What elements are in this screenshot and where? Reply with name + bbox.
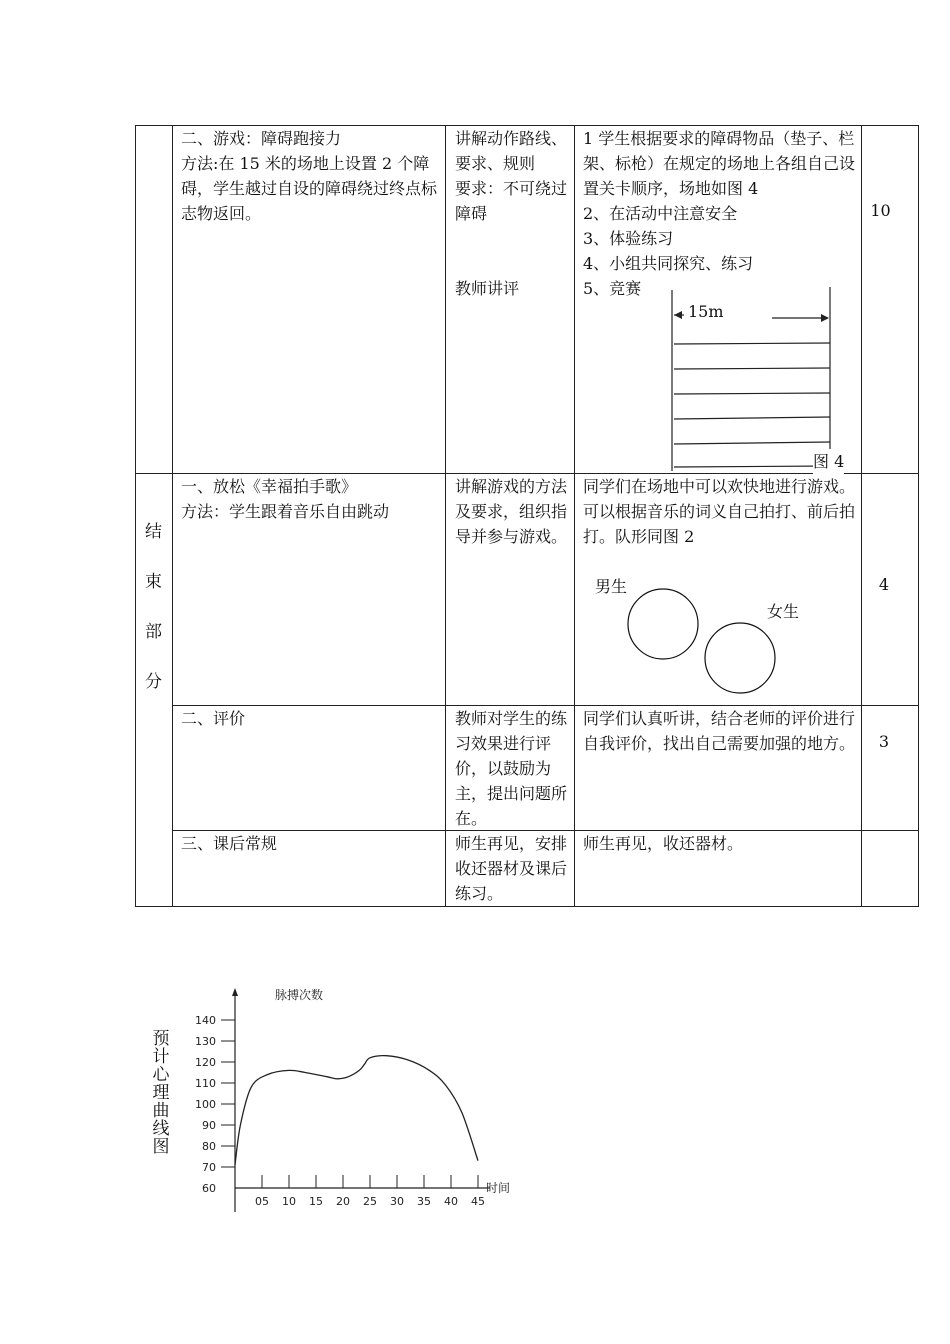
lane-line	[674, 368, 830, 369]
column-divider	[861, 125, 862, 907]
pulse-chart	[190, 980, 540, 1225]
x-tick-label: 10	[282, 1195, 296, 1208]
y-tick-label: 120	[195, 1056, 216, 1069]
girls-circle	[705, 623, 775, 693]
boys-label: 男生	[595, 577, 628, 596]
row3-content: 二、评价	[181, 709, 246, 728]
row4-content: 三、课后常规	[181, 834, 278, 853]
formation-diagram	[620, 585, 785, 700]
row1-content: 二、游戏：障碍跑接力 方法:在 15 米的场地上设置 2 个障碍，学生越过自设的障碍绕过终点标志物返回。	[181, 129, 438, 223]
table-border-left	[135, 125, 136, 907]
x-tick-label: 20	[336, 1195, 350, 1208]
chart-title-text: 预计心理曲线图	[152, 1029, 170, 1157]
y-axis-arrow	[232, 988, 238, 996]
chart-title	[150, 1030, 172, 1156]
lane-line	[674, 466, 830, 467]
section-label-char: 束	[145, 572, 162, 592]
y-tick-label: 60	[202, 1182, 216, 1195]
row3-teacher: 教师对学生的练习效果进行评价，以鼓励为主，提出问题所在。	[455, 709, 568, 828]
row1-time: 10	[870, 201, 891, 220]
section-label-char: 分	[145, 672, 162, 692]
lane-line	[674, 343, 830, 344]
row3-student: 同学们认真听讲，结合老师的评价进行自我评价，找出自己需要加强的地方。	[583, 709, 856, 753]
x-tick-label: 05	[255, 1195, 269, 1208]
boys-circle	[628, 589, 698, 659]
row1-student: 1 学生根据要求的障碍物品（垫子、栏架、标枪）在规定的场地上各组自己设置关卡顺序，场地如图 4 2、在活动中注意安全 3、体验练习 4、小组共同探究、练习 5、竞赛	[583, 129, 856, 298]
x-tick-label: 35	[417, 1195, 431, 1208]
x-tick-label: 15	[309, 1195, 323, 1208]
x-axis-label: 时间	[486, 1181, 511, 1195]
x-tick-label: 40	[444, 1195, 458, 1208]
table-border-bottom	[135, 906, 919, 907]
row2-student: 同学们在场地中可以欢快地进行游戏。可以根据音乐的词义自己拍打、前后拍打。队形同图 2	[583, 477, 856, 546]
lane-line	[674, 417, 830, 419]
row3-time: 3	[878, 732, 890, 751]
figure4-caption: 图 4	[813, 449, 844, 474]
column-divider	[574, 125, 575, 907]
section-label	[145, 507, 161, 707]
x-tick-label: 45	[471, 1195, 485, 1208]
section-label-char: 结	[145, 522, 162, 542]
arrow-left-head	[674, 311, 682, 319]
x-tick-label: 30	[390, 1195, 404, 1208]
y-tick-label: 110	[195, 1077, 216, 1090]
row4-student: 师生再见，收还器材。	[583, 834, 744, 853]
table-border-right	[918, 125, 919, 907]
column-divider	[172, 125, 173, 907]
arrow-right-head	[821, 314, 829, 322]
y-tick-label: 90	[202, 1119, 216, 1132]
y-tick-label: 130	[195, 1035, 216, 1048]
lane-line	[674, 393, 830, 394]
row2-content: 一、放松《幸福拍手歌》 方法：学生跟着音乐自由跳动	[181, 477, 390, 521]
y-tick-label: 140	[195, 1014, 216, 1027]
lane-line	[674, 442, 830, 444]
pulse-curve	[235, 1056, 478, 1165]
figure4-distance-label: 15m	[688, 302, 724, 321]
y-tick-label: 70	[202, 1161, 216, 1174]
x-tick-label: 25	[363, 1195, 377, 1208]
y-tick-label: 100	[195, 1098, 216, 1111]
row2-time: 4	[878, 575, 890, 594]
column-divider	[445, 125, 446, 907]
y-tick-label: 80	[202, 1140, 216, 1153]
y-axis-label: 脉搏次数	[275, 988, 324, 1002]
section-label-char: 部	[145, 622, 162, 642]
girls-label: 女生	[767, 602, 800, 621]
row2-teacher: 讲解游戏的方法及要求，组织指导并参与游戏。	[455, 477, 568, 546]
row4-teacher: 师生再见，安排收还器材及课后练习。	[455, 834, 568, 903]
row1-teacher: 讲解动作路线、要求、规则 要求：不可绕过障碍 教师讲评	[455, 129, 568, 298]
